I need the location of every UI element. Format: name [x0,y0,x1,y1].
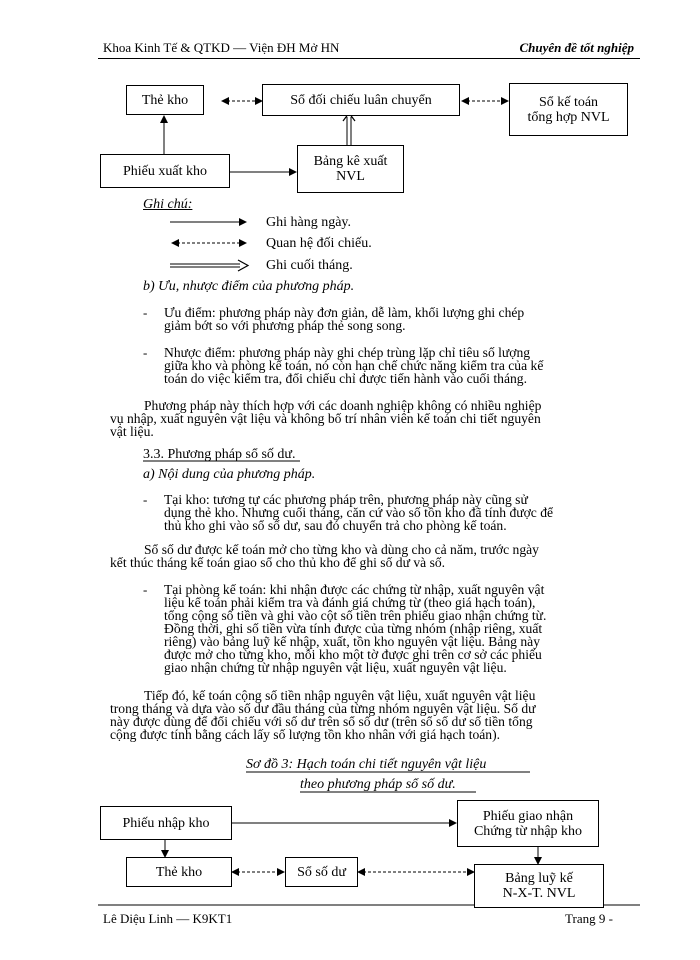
box-bang-ke-xuat: Bảng kê xuất NVL [297,145,404,193]
header-right: Chuyên đề tốt nghiệp [519,40,634,55]
section-33-title: 3.3. Phương pháp sổ số dư. [143,447,296,462]
box-the-kho: Thẻ kho [126,85,204,115]
bullet-phong-ke-toan: Tại phòng kế toán: khi nhận được các chứng từ nhập, xuất nguyên vật liệu kế toán phải kiểm tra và đánh giá chứng từ (theo giá hạch toán), tổng cộng số tiền và ghi vào cột số tiền trên phiếu giao nhận chứng từ. Đồng thời, ghi số tiền vừa tính được của từng nhóm (nhập riêng, xuất riêng) vào bảng luỹ kế nhập, xuất, tồn kho nguyên vật liệu. Bảng này được mở cho từng kho, mỗi kho một tờ được ghi trên cơ sở các phiếu giao nhận chứng từ nhập nguyên vật liệu, xuất nguyên vật liệu. [164,582,547,675]
box-phieu-xuat-kho: Phiếu xuất kho [100,154,230,188]
header-left: Khoa Kinh Tế & QTKD — Viện ĐH Mở HN [103,40,340,55]
bullet-tai-kho: Tại kho: tương tự các phương pháp trên, phương pháp này cũng sử dụng thẻ kho. Nhưng cuối tháng, căn cứ vào số tồn kho đã tính được để thủ kho ghi vào sổ số dư, sau đó chuyển trả cho phòng kế toán. [164,492,554,533]
section-b-title: b) Ưu, nhược điểm của phương pháp. [143,279,355,294]
footer-left: Lê Diệu Linh — K9KT1 [103,911,233,926]
legend-reconcile: Quan hệ đối chiếu. [266,236,372,251]
legend-title: Ghi chú: [143,197,193,212]
box-so-doi-chieu: Sổ đối chiếu luân chuyển [262,84,460,116]
box-bang-luy-ke: Bảng luỹ kế N-X-T. NVL [474,864,604,908]
box-phieu-giao-nhan: Phiếu giao nhận Chứng từ nhập kho [457,800,599,847]
diagram2-title-line1: Sơ đồ 3: Hạch toán chi tiết nguyên vật liệu [246,757,487,772]
bullet-disadvantages: Nhược điểm: phương pháp này ghi chép trùng lặp chỉ tiêu số lượng giữa kho và phòng kế toán, nó còn hạn chế chức năng kiểm tra của kế toán do việc kiểm tra, đối chiếu chỉ được tiến hành vào cuối tháng. [164,345,544,386]
bullet-marker: - [143,582,148,597]
legend-monthend-line [238,260,248,271]
legend-daily: Ghi hàng ngày. [266,215,352,230]
bullet-marker: - [143,492,148,507]
paragraph-2: Sổ số dư được kế toán mở cho từng kho và dùng cho cả năm, trước ngày kết thúc tháng kế toán giao sổ cho thủ kho để ghi số dư và số. [110,542,539,570]
paragraph-1: Phương pháp này thích hợp với các doanh nghiệp không có nhiều nghiệp vụ nhập, xuất nguyên vật liệu và không bố trí nhân viên kế toán chi tiết nguyên vật liệu. [110,398,542,439]
box-so-ke-toan: Sổ kế toán tổng hợp NVL [509,83,628,136]
box-so-so-du: Sổ số dư [285,857,358,887]
legend-month-end: Ghi cuối tháng. [266,258,353,273]
bullet-marker: - [143,345,148,360]
box-the-kho-2: Thẻ kho [126,857,232,887]
paragraph-3: Tiếp đó, kế toán cộng số tiền nhập nguyên vật liệu, xuất nguyên vật liệu trong tháng và dựa vào số dư đầu tháng của từng nhóm nguyên vật liệu. Số dư này được dùng để đối chiếu với số dư trên sổ số dư (trên sổ số dư số tiền tổng cộng được tính bằng cách lấy số lượng tồn kho nhân với giá hạch toán). [110,688,536,742]
bullet-marker: - [143,305,148,320]
box-phieu-nhap-kho: Phiếu nhập kho [100,806,232,840]
footer-right: Trang 9 - [565,911,613,926]
diagram2-title-line2: theo phương pháp sổ số dư. [300,777,456,792]
section-a-title: a) Nội dung của phương pháp. [143,467,316,482]
bullet-advantages: Ưu điểm: phương pháp này đơn giản, dễ làm, khối lượng ghi chép giảm bớt so với phương pháp thẻ song song. [164,305,525,333]
